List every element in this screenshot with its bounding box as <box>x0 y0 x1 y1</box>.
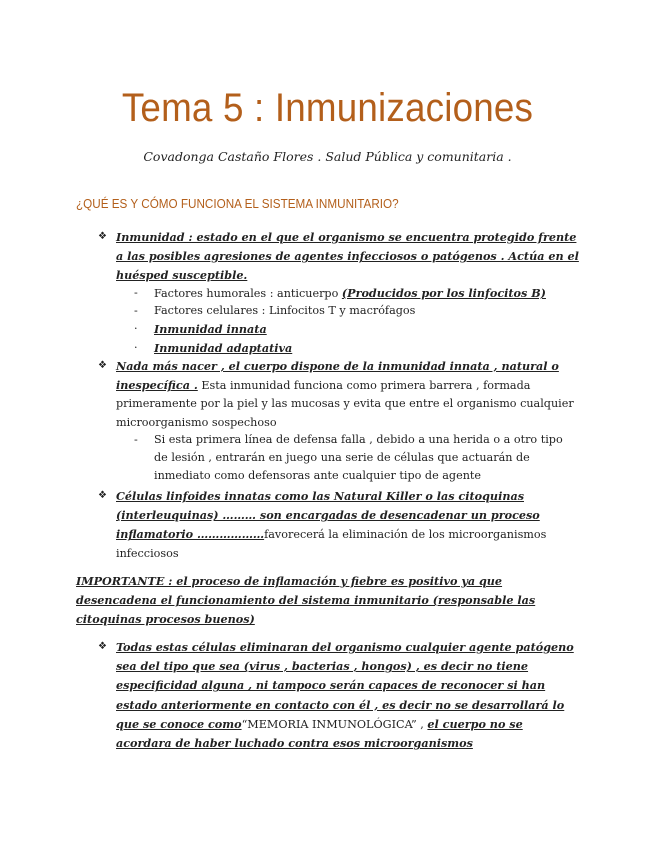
sub-list-item <box>134 431 574 486</box>
diamond-bullet-icon: ❖ <box>98 231 107 242</box>
diamond-bullet-icon: ❖ <box>98 490 107 501</box>
author-subtitle: Covadonga Castaño Flores . Salud Pública y comunitaria . <box>143 149 512 164</box>
paragraph-emphasis: Todas estas células eliminaran del organismo cualquier agente patógeno sea del tipo que sea (virus , bacterias , hongos) , es decir no tiene especificidad alguna , ni tampoco serán capaces de reconocer si han estado anteriormente en contacto con él , es decir no se desarrollará lo que se conoce como <box>116 640 574 731</box>
list-item <box>98 487 580 563</box>
paragraph-emphasis: Nada más nacer , el cuerpo dispone de la inmunidad innata , natural o inespecífica . <box>116 359 559 393</box>
diamond-bullet-icon: ❖ <box>98 360 107 371</box>
section-heading: ¿QUÉ ES Y CÓMO FUNCIONA EL SISTEMA INMUNITARIO? <box>76 196 399 211</box>
dot-bullet-icon: · <box>134 322 138 335</box>
paragraph-text: “MEMORIA INMUNOLÓGICA” , <box>241 717 428 731</box>
sub-list-item <box>134 284 574 303</box>
dash-bullet-icon: - <box>134 433 138 446</box>
sub-list-item <box>134 302 574 320</box>
sub-list-item <box>134 320 574 339</box>
sub-item-emphasis: (Producidos por los linfocitos B) <box>341 286 546 300</box>
sub-list-item <box>134 339 574 358</box>
sub-item-text: Si esta primera línea de defensa falla , debido a una herida o a otro tipo de lesión , entrarán en juego una serie de células que actuarán de inmediato como defensoras ante cualquier tipo de agente <box>154 433 563 483</box>
sub-item-text: Factores celulares : Linfocitos T y macrófagos <box>154 304 416 317</box>
paragraph-emphasis: el cuerpo no se acordara de haber luchado contra esos microorganismos <box>116 716 523 751</box>
list-item <box>98 228 580 286</box>
sub-item-text: Factores humorales : anticuerpo <box>154 287 342 300</box>
list-item <box>98 357 580 432</box>
sub-item-emphasis: Inmunidad adaptativa <box>154 341 293 355</box>
paragraph-text: favorecerá la eliminación de los microorganismos infecciosos <box>116 528 547 560</box>
important-note <box>76 572 580 630</box>
paragraph-text: Esta inmunidad funciona como primera barrera , formada primeramente por la piel y las mucosas y evita que entre el organismo cualquier microorganismo sospechoso <box>116 379 574 429</box>
diamond-bullet-icon: ❖ <box>98 641 107 652</box>
dash-bullet-icon: - <box>134 286 138 299</box>
page-title: Tema 5 : Inmunizaciones <box>121 86 534 130</box>
list-item <box>98 638 580 753</box>
sub-item-emphasis: Inmunidad innata <box>154 322 267 336</box>
important-text: IMPORTANTE : el proceso de inflamación y fiebre es positivo ya que desencadena el funcionamiento del sistema inmunitario (responsable las citoquinas procesos buenos) <box>76 574 536 627</box>
definition-text: Inmunidad : estado en el que el organismo se encuentra protegido frente a las posibles agresiones de agentes infecciosos o patógenos . Actúa en el huésped susceptible. <box>116 230 579 283</box>
paragraph-emphasis: Células linfoides innatas como las Natural Killer o las citoquinas (interleuquinas) ……… son encargadas de desencadenar un proceso inflamatorio ……………… <box>116 489 540 542</box>
dot-bullet-icon: · <box>134 341 138 354</box>
dash-bullet-icon: - <box>134 304 138 317</box>
